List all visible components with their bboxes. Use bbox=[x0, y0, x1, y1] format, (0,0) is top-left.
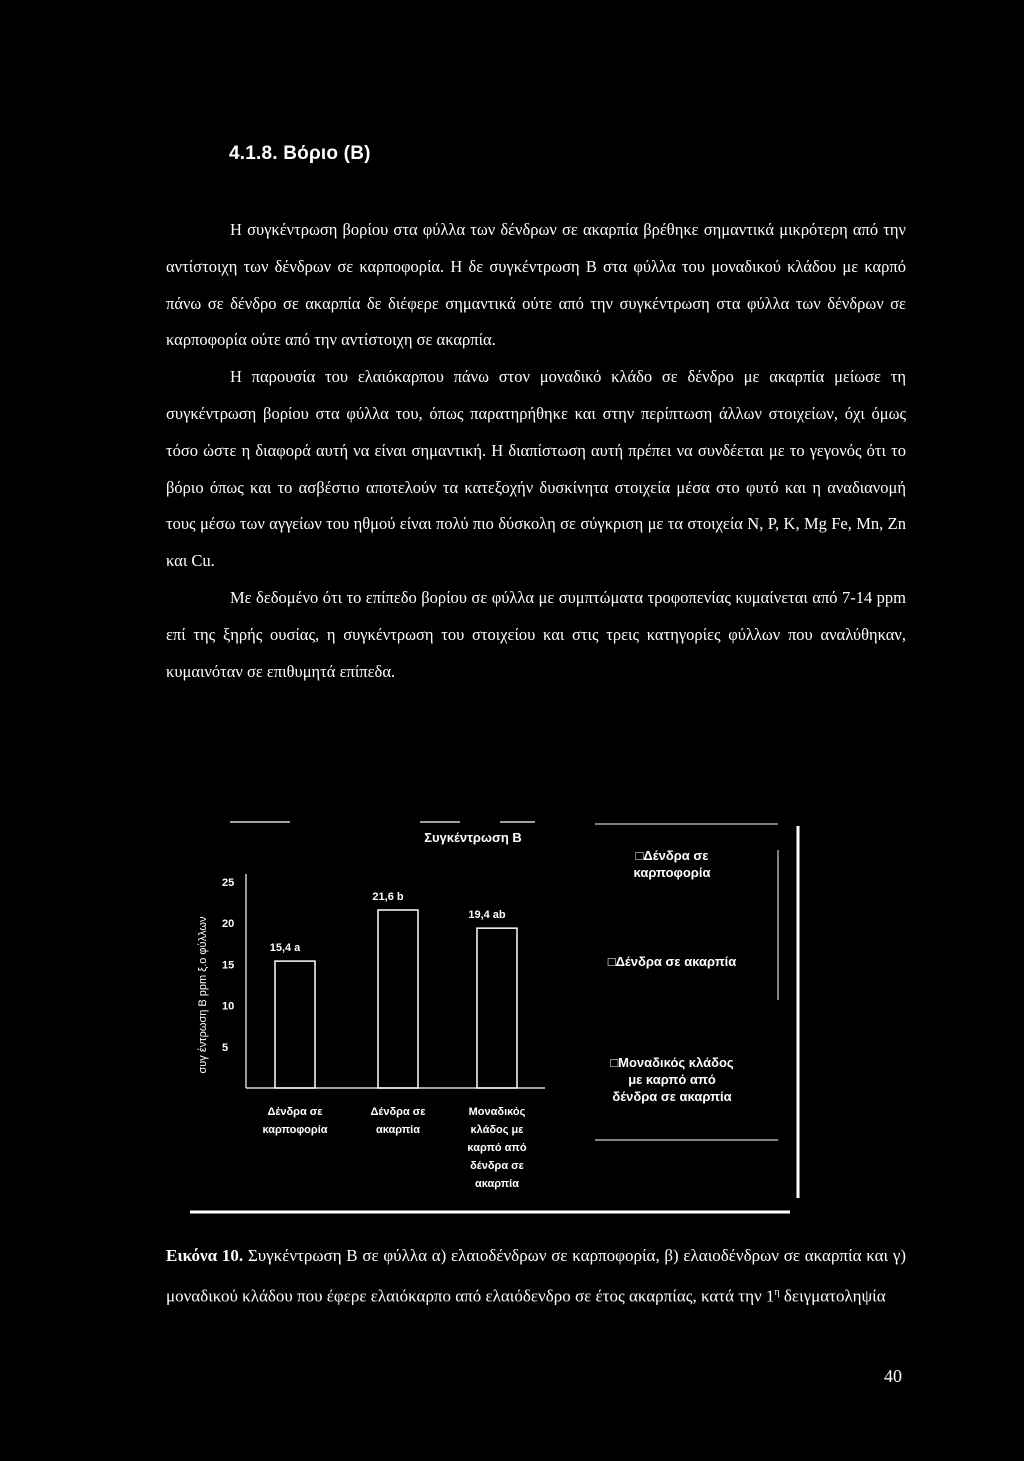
x-tick-label: καρποφορία bbox=[262, 1124, 328, 1136]
caption-tail: δειγματοληψία bbox=[779, 1286, 886, 1306]
figure-chart bbox=[190, 820, 810, 1215]
bar-chart bbox=[190, 820, 810, 1215]
paragraph-2: Η παρουσία του ελαιόκαρπου πάνω στον μοναδικό κλάδο σε δένδρο με ακαρπία μείωσε τη συγκέντρωση βορίου στα φύλλα του, όπως παρατηρήθηκε και στην περίπτωση άλλων στοιχείων, όχι όμως τόσο ώστε η διαφορά αυτή να είναι σημαντική. Η διαπίστωση αυτή πρέπει να συνδέεται με το γεγονός ότι το βόριο όπως και το ασβέστιο αποτελούν τα κατεξοχήν δυσκίνητα στοιχεία μέσα στο φυτό και η αναδιανομή τους μέσω των αγγείων του ηθμού είναι πολύ πιο δύσκολη σε σύγκριση με τα στοιχεία Ν, Ρ, Κ, Mg Fe, Mn, Zn και Cu. bbox=[166, 367, 906, 571]
x-tick-label: καρπό από bbox=[467, 1142, 527, 1154]
bar bbox=[477, 928, 517, 1088]
legend-item: με καρπό από bbox=[628, 1072, 716, 1087]
legend-item: □Μοναδικός κλάδος bbox=[610, 1055, 734, 1070]
y-tick-label: 20 bbox=[222, 918, 235, 931]
paragraph-3: Με δεδομένο ότι το επίπεδο βορίου σε φύλλα με συμπτώματα τροφοπενίας κυμαίνεται από 7-14 ppm επί της ξηρής ουσίας, η συγκέντρωση του στοιχείου και στις τρεις κατηγορίες φύλλων που αναλύθηκαν, κυμαινόταν σε επιθυμητά επίπεδα. bbox=[166, 587, 906, 681]
chart-title: Συγκέντρωση Β bbox=[424, 830, 522, 845]
section-heading: 4.1.8. Βόριο (Β) bbox=[229, 143, 371, 164]
caption-superscript: η bbox=[774, 1287, 780, 1298]
x-tick-label: ακαρπία bbox=[474, 1178, 520, 1190]
x-tick-label: Δένδρα σε bbox=[370, 1106, 426, 1118]
legend-item: δένδρα σε ακαρπία bbox=[612, 1089, 732, 1104]
caption-label: Εικόνα 10. bbox=[166, 1246, 244, 1265]
figure-caption bbox=[166, 1237, 906, 1315]
page-number: 40 bbox=[884, 1366, 902, 1386]
bar bbox=[275, 961, 315, 1088]
body-text bbox=[166, 212, 906, 690]
x-tick-label: δένδρα σε bbox=[470, 1160, 524, 1172]
caption-text: Συγκέντρωση Β σε φύλλα α) ελαιοδένδρων σε καρποφορία, β) ελαιοδένδρων σε ακαρπία και γ) μοναδικού κλάδου που έφερε ελαιόκαρπο από ελαιόδενδρο σε έτος ακαρπίας, κατά την 1 bbox=[166, 1246, 906, 1306]
data-label: 21,6 b bbox=[372, 891, 404, 904]
data-label: 19,4 ab bbox=[468, 909, 506, 922]
legend-item: καρποφορία bbox=[633, 865, 711, 880]
paragraph-1: Η συγκέντρωση βορίου στα φύλλα των δένδρων σε ακαρπία βρέθηκε σημαντικά μικρότερη από την αντίστοιχη των δένδρων σε καρποφορία. Η δε συγκέντρωση Β στα φύλλα του μοναδικού κλάδου με καρπό πάνω σε δένδρο σε ακαρπία δε διέφερε σημαντικά ούτε από την συγκέντρωση στα φύλλα των δένδρων σε καρποφορία ούτε από την αντίστοιχη σε ακαρπία. bbox=[166, 220, 906, 350]
x-tick-label: Δένδρα σε bbox=[267, 1106, 323, 1118]
x-tick-label: Μοναδικός bbox=[468, 1106, 526, 1118]
y-tick-label: 25 bbox=[222, 877, 235, 889]
y-tick-label: 5 bbox=[222, 1041, 229, 1054]
legend-item: □Δένδρα σε bbox=[635, 848, 709, 863]
data-label: 15,4 a bbox=[269, 942, 301, 955]
legend-item: □Δένδρα σε ακαρπία bbox=[607, 954, 737, 969]
x-tick-label: ακαρπία bbox=[375, 1124, 421, 1136]
y-tick-label: 15 bbox=[222, 959, 235, 972]
x-tick-label: κλάδος με bbox=[470, 1124, 524, 1136]
y-tick-label: 10 bbox=[222, 1000, 235, 1013]
bar bbox=[378, 910, 418, 1088]
y-axis-label: συγ έντρωση Β ppm ξ.ο φύλλων bbox=[197, 916, 209, 1074]
